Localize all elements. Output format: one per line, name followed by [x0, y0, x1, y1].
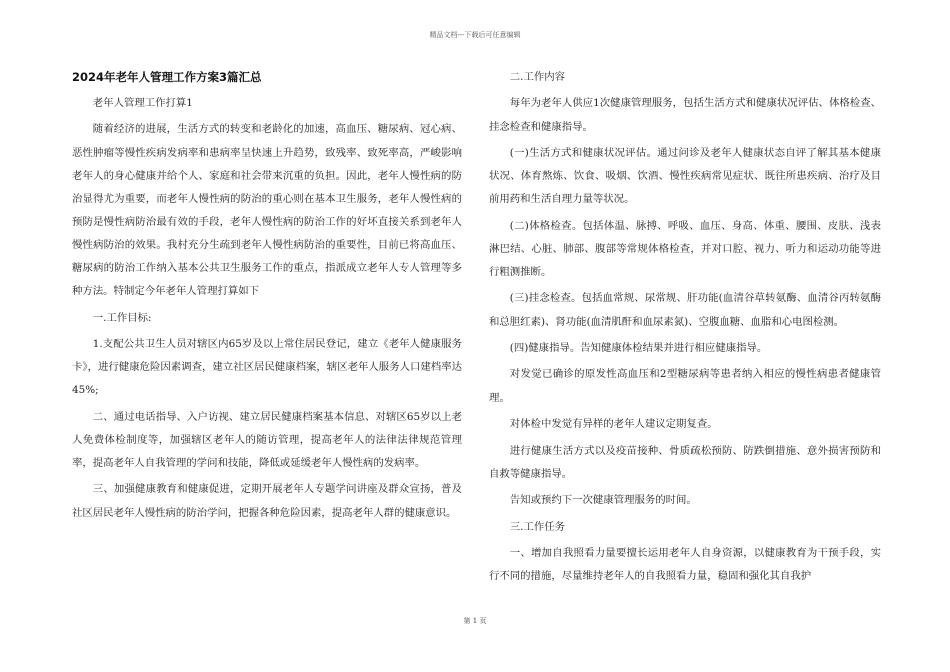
- heading-work-content: 二.工作内容: [509, 71, 566, 83]
- heading-work-goals: 一.工作目标:: [92, 311, 152, 324]
- paragraph-auxiliary-exam: (三)挂念检查。包括血常规、尿常规、肝功能(血清谷草转氨酶、血清谷丙转氨酶和总胆红素)、肾功能(血清肌酐和血尿素氮)、空腹血糖、血脂和心电图检测。: [489, 292, 881, 328]
- paragraph-task-1: 一、增加自我照看力量要擅长运用老年人自身资源，以健康教育为干预手段，实行不同的措施，尽量维持老年人的自我照看力量，稳固和强化其自我护: [489, 547, 881, 583]
- paragraph-goal-2: 二、通过电话指导、入户访视、建立居民健康档案基本信息、对辖区65岁以上老人免费体检制度等，加强辖区老年人的随访管理，提高老年人的法律法律规范管理率，提高老年人自我管理的学问和技能，降低或延缓老年人慢性病的发病率。: [72, 410, 462, 469]
- paragraph-intro: 随着经济的进展，生活方式的转变和老龄化的加速，高血压、糖尿病、冠心病、恶性肿瘤等慢性疾病发病率和患病率呈快速上升趋势，致残率、致死率高，严峻影响老年人的身心健康并给个人、家庭和社会带来沉重的负担。因此，老年人慢性病的防治显得尤为重要，而老年人慢性病的防治的重心则在基本卫生服务，老年人慢性病的预防是慢性病防治最有效的手段，老年人慢性病的防治工作的好坏直接关系到老年人慢性病防治的效果。我村充分生疏到老年人慢性病防治的重要性，目前已将高血压、糖尿病的防治工作纳入基本公共卫生服务工作的重点，指派成立老年人专人管理等多种方法。特制定今年老年人管理打算如下: [72, 123, 462, 298]
- paragraph-annual-service: 每年为老年人供应1次健康管理服务，包括生活方式和健康状况评估、体格检查、挂念检查和健康指导。: [489, 97, 881, 133]
- paragraph-physical-exam: (二)体格检查。包括体温、脉搏、呼吸、血压、身高、体重、腰围、皮肤、浅表淋巴结、心脏、肺部、腹部等常规体格检查，并对口腔、视力、听力和运动功能等进行粗测推断。: [489, 219, 881, 278]
- paragraph-health-guidance: (四)健康指导。告知健康体检结果并进行相应健康指导。: [509, 341, 768, 354]
- right-column: [489, 66, 881, 592]
- paragraph-recheck: 对体检中发觉有异样的老年人建议定期复查。: [509, 418, 718, 431]
- page-number: 第 1 页: [463, 617, 487, 625]
- left-column: [72, 66, 462, 528]
- paragraph-lifestyle-assessment: (一)生活方式和健康状况评估。通过问诊及老年人健康状态自评了解其基本健康状况、体育熬炼、饮食、吸烟、饮酒、慢性疾病常见症状、既往所患疾病、治疗及目前用药和生活自理力量等状况。: [489, 147, 881, 206]
- paragraph-lifestyle-guidance: 进行健康生活方式以及疫苗接种、骨质疏松预防、防跌倒措施、意外损害预防和自救等健康指导。: [489, 444, 881, 480]
- paragraph-goal-1: 1.支配公共卫生人员对辖区内65岁及以上常住居民登记，建立《老年人健康服务卡》，进行健康危险因素调查，建立社区居民健康档案，辖区老年人服务人口建档率达45%;: [72, 338, 462, 397]
- document-title: 2024年老年人管理工作方案3篇汇总: [72, 70, 262, 84]
- section-subtitle: 老年人管理工作打算1: [92, 97, 193, 109]
- paragraph-next-appointment: 告知或预约下一次健康管理服务的时间。: [509, 494, 697, 507]
- page-header-note: 精品文档---下载后可任意编辑: [429, 31, 521, 39]
- paragraph-goal-3: 三、加强健康教育和健康促进，定期开展老年人专题学问讲座及群众宣扬，普及社区居民老年人慢性病的防治学问，把握各种危险因素，提高老年人群的健康意识。: [72, 483, 462, 519]
- paragraph-chronic-management: 对发觉已确诊的原发性高血压和2型糖尿病等患者纳入相应的慢性病患者健康管理。: [489, 368, 881, 404]
- heading-work-tasks: 三.工作任务: [509, 520, 566, 533]
